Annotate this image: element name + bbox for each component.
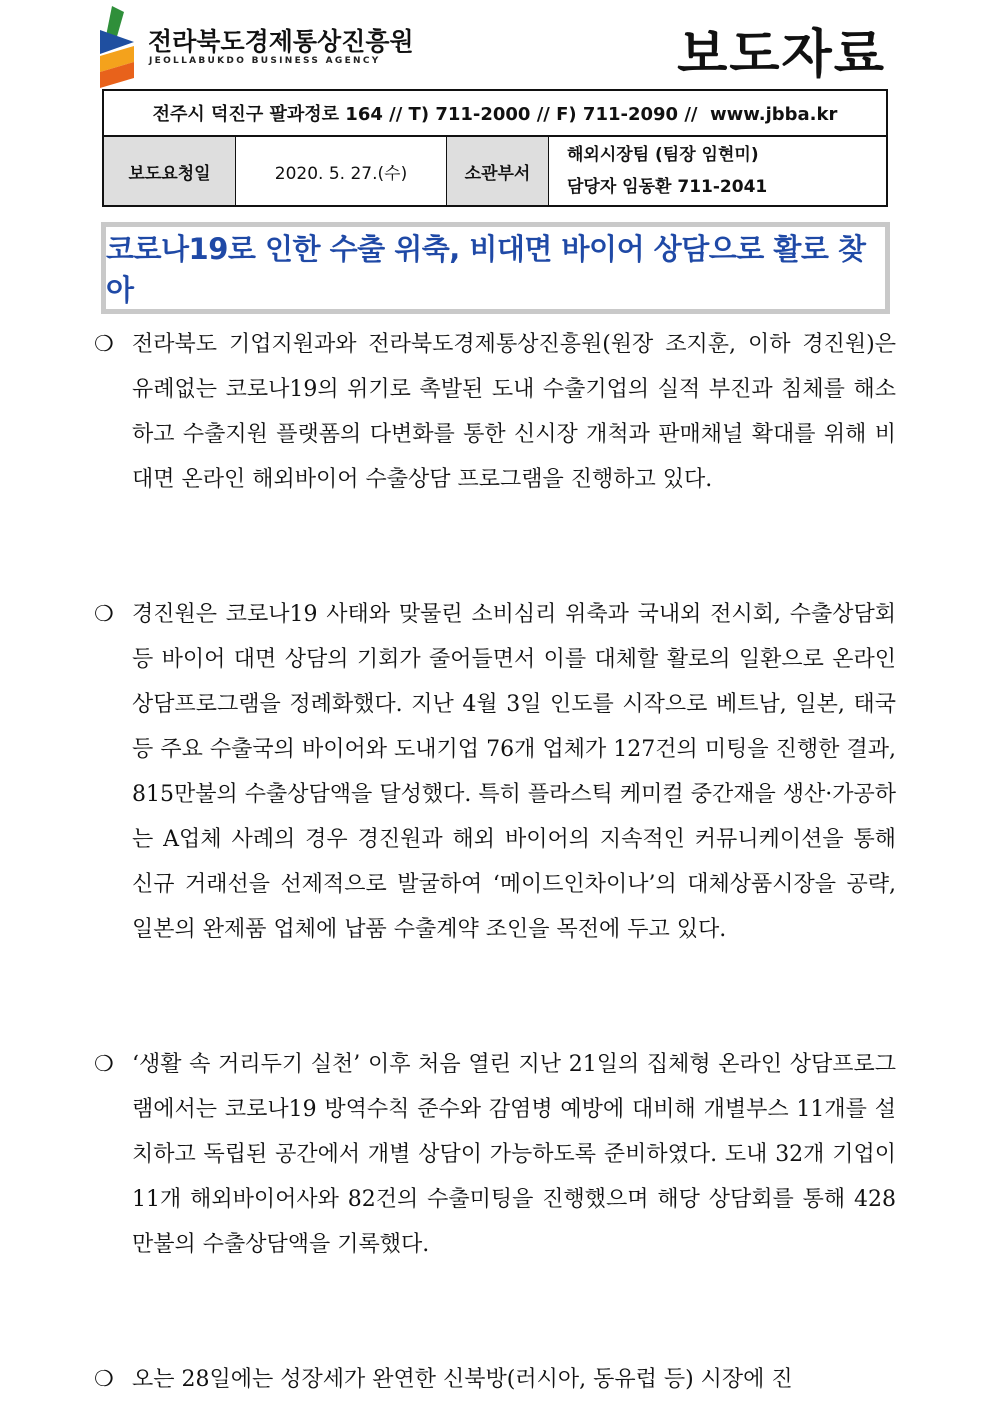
department-contact: 담당자 임동환 711-2041 (567, 177, 768, 197)
paragraph-text: ‘생활 속 거리두기 실천’ 이후 처음 열린 지난 21일의 집체형 온라인 상담프로그램에서는 코로나19 방역수칙 준수와 감염병 예방에 대비해 개별부스 11개를 설치하고 독립된 공간에서 개별 상담이 가능하도록 준비하였다. 도내 32개 기업이 11개 해외바이어사와 82건의 수출미팅을 진행했으며 해당 상담회를 통해 428만불의 수출상담액을 기록했다. (132, 1052, 896, 1257)
circle-bullet-icon: ❍ (94, 1052, 114, 1077)
request-date-label: 보도요청일 (104, 137, 236, 205)
request-date-value: 2020. 5. 27.(수) (236, 137, 447, 205)
headline: 코로나19로 인한 수출 위축, 비대면 바이어 상담으로 활로 찾아 (106, 227, 885, 309)
org-name-english: JEOLLABUKDO BUSINESS AGENCY (149, 56, 381, 66)
document-type-title: 보도자료 (677, 25, 886, 85)
circle-bullet-icon: ❍ (94, 1367, 114, 1392)
department-info (549, 137, 886, 205)
letterhead (0, 0, 992, 90)
contact-line: 전주시 덕진구 팔과정로 164 // T) 711-2000 // F) 711-2090 // www.jbba.kr (104, 91, 886, 137)
department-label: 소관부서 (447, 137, 549, 205)
circle-bullet-icon: ❍ (94, 602, 114, 627)
org-name-korean: 전라북도경제통상진흥원 (148, 27, 414, 56)
headline-box (101, 222, 890, 314)
paragraph-text: 전라북도 기업지원과와 전라북도경제통상진흥원(원장 조지훈, 이하 경진원)은 유례없는 코로나19의 위기로 촉발된 도내 수출기업의 실적 부진과 침체를 해소하고 수출지원 플랫폼의 다변화를 통한 신시장 개척과 판매채널 확대를 위해 비대면 온라인 해외바이어 수출상담 프로그램을 진행하고 있다. (132, 332, 896, 492)
department-team: 해외시장팀 (팀장 임현미) (567, 145, 759, 165)
agency-logo-icon (94, 6, 140, 88)
circle-bullet-icon: ❍ (94, 332, 114, 357)
press-info-table (102, 89, 888, 207)
release-meta-row (104, 137, 886, 205)
paragraph-text: 오는 28일에는 성장세가 완연한 신북방(러시아, 동유럽 등) 시장에 진 (132, 1367, 793, 1392)
paragraph-text: 경진원은 코로나19 사태와 맞물린 소비심리 위축과 국내외 전시회, 수출상담회 등 바이어 대면 상담의 기회가 줄어들면서 이를 대체할 활로의 일환으로 온라인 상담프로그램을 정례화했다. 지난 4월 3일 인도를 시작으로 베트남, 일본, 태국 등 주요 수출국의 바이어와 도내기업 76개 업체가 127건의 미팅을 진행한 결과, 815만불의 수출상담액을 달성했다. 특히 플라스틱 케미컬 중간재을 생산·가공하는 A업체 사례의 경우 경진원과 해외 바이어의 지속적인 커뮤니케이션을 통해 신규 거래선을 선제적으로 발굴하여 ‘메이드인차이나’의 대체상품시장을 공략, 일본의 완제품 업체에 납품 수출계약 조인을 목전에 두고 있다. (132, 602, 896, 942)
